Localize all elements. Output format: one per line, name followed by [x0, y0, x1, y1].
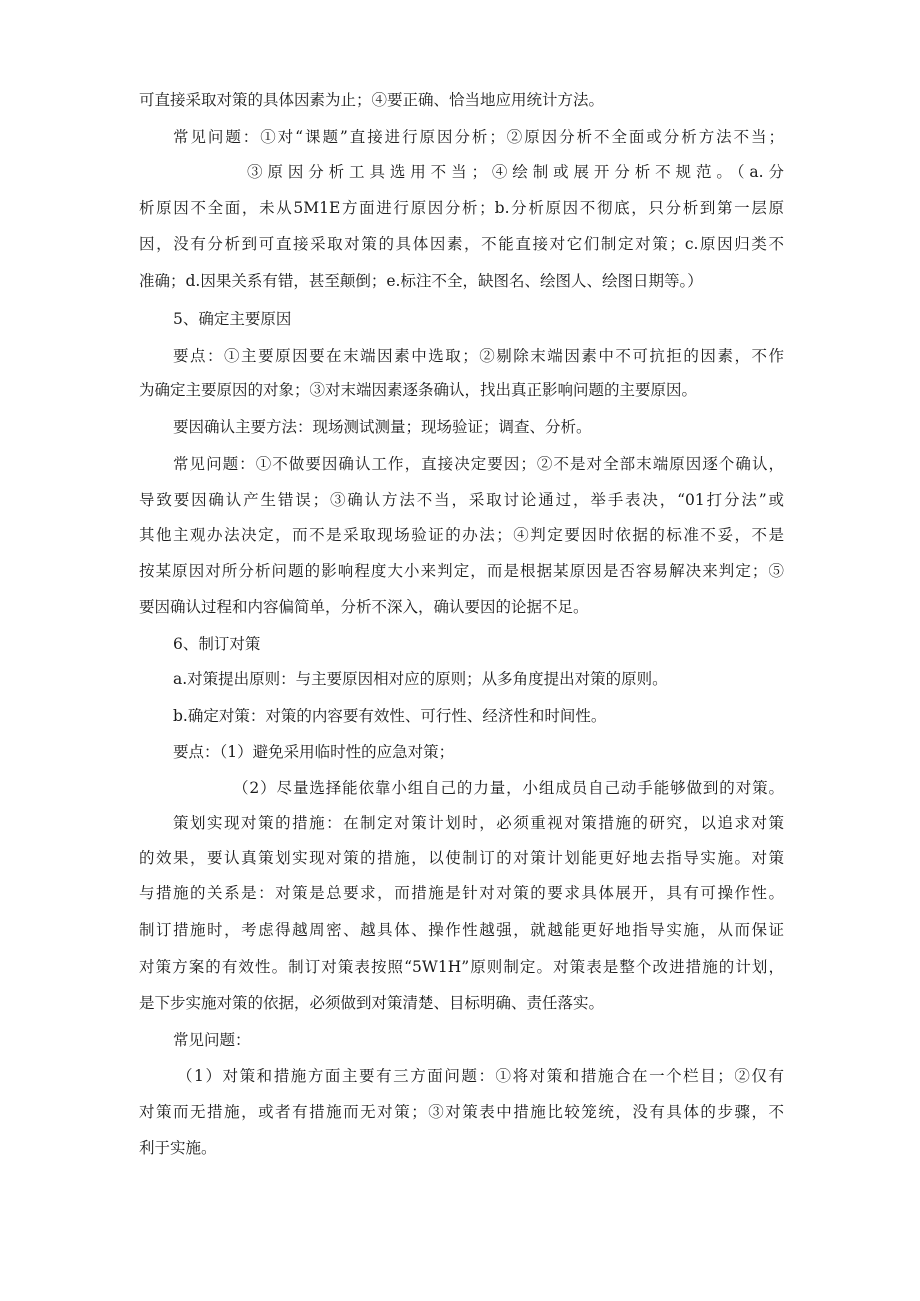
text-line: 因，没有分析到可直接采取对策的具体因素，不能直接对它们制定对策；c.原因归类不 — [139, 235, 784, 253]
text-line: 要因确认主要方法：现场测试测量；现场验证；调查、分析。 — [173, 418, 592, 436]
text-line: 的效果，要认真策划实现对策的措施，以使制订的对策计划能更好地去指导实施。对策 — [139, 849, 784, 867]
text-line: 常见问题：①不做要因确认工作，直接决定要因；②不是对全部末端原因逐个确认， — [173, 455, 784, 473]
text-line: 常见问题：①对“课题”直接进行原因分析；②原因分析不全面或分析方法不当； — [173, 128, 784, 146]
text-line: 可直接采取对策的具体因素为止；④要正确、恰当地应用统计方法。 — [139, 91, 605, 109]
text-line: b.确定对策：对策的内容要有效性、可行性、经济性和时间性。 — [173, 707, 607, 725]
text-line: （2）尽量选择能依靠小组自己的力量，小组成员自己动手能够做到的对策。 — [233, 779, 784, 797]
text-line: 与措施的关系是：对策是总要求，而措施是针对对策的要求具体展开，具有可操作性。 — [139, 884, 784, 902]
text-line: 对策方案的有效性。制订对策表按照“5W1H”原则制定。对策表是整个改进措施的计划， — [139, 958, 784, 976]
text-line: 为确定主要原因的对象；③对末端因素逐条确认，找出真正影响问题的主要原因。 — [139, 381, 698, 399]
text-line: 按某原因对所分析问题的影响程度大小来判定，而是根据某原因是否容易解决来判定；⑤ — [139, 562, 784, 580]
text-line: 利于实施。 — [139, 1139, 217, 1157]
text-line: 常见问题： — [173, 1031, 251, 1049]
text-line: 其他主观办法决定，而不是采取现场验证的办法；④判定要因时依据的标准不妥，不是 — [139, 526, 784, 544]
text-line: （1）对策和措施方面主要有三方面问题：①将对策和措施合在一个栏目；②仅有 — [177, 1067, 784, 1085]
text-line: a.对策提出原则：与主要原因相对应的原则；从多角度提出对策的原则。 — [173, 670, 668, 688]
text-line: 析原因不全面，未从5M1E方面进行原因分析；b.分析原因不彻底，只分析到第一层原 — [139, 199, 784, 217]
text-line: 对策而无措施，或者有措施而无对策；③对策表中措施比较笼统，没有具体的步骤，不 — [139, 1103, 784, 1121]
text-line: 导致要因确认产生错误；③确认方法不当，采取讨论通过，举手表决，“01打分法”或 — [139, 491, 784, 509]
section-heading: 5、确定主要原因 — [173, 310, 292, 328]
text-line: 是下步实施对策的依据，必须做到对策清楚、目标明确、责任落实。 — [139, 994, 605, 1012]
text-line: 要因确认过程和内容偏简单，分析不深入，确认要因的论据不足。 — [139, 598, 589, 616]
text-line: 要点：①主要原因要在末端因素中选取；②剔除末端因素中不可抗拒的因素，不作 — [173, 347, 784, 365]
section-heading: 6、制订对策 — [173, 635, 261, 653]
text-line: ③原因分析工具选用不当；④绘制或展开分析不规范。（a.分 — [247, 163, 784, 181]
text-line: 制订措施时，考虑得越周密、越具体、操作性越强，就越能更好地指导实施，从而保证 — [139, 921, 784, 939]
text-line: 要点：（1）避免采用临时性的应急对策； — [173, 743, 455, 761]
text-line: 策划实现对策的措施：在制定对策计划时，必须重视对策措施的研究，以追求对策 — [173, 814, 784, 832]
text-line: 准确；d.因果关系有错，甚至颠倒；e.标注不全，缺图名、绘图人、绘图日期等。） — [139, 272, 703, 290]
